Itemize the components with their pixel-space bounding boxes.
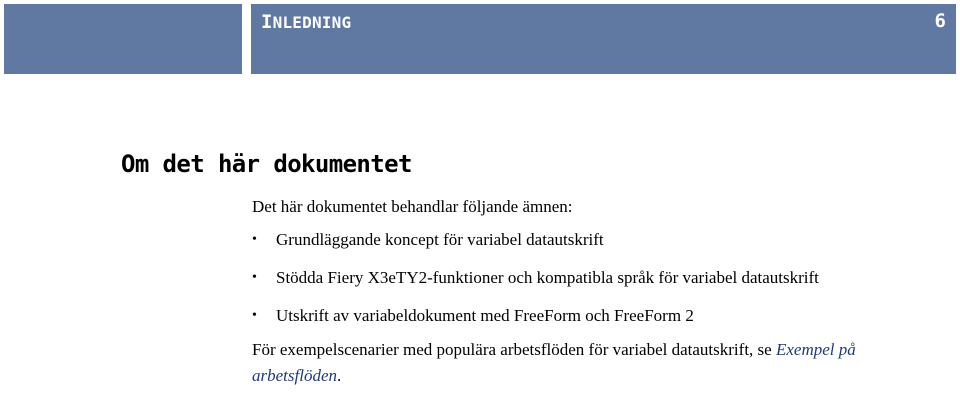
bullet-icon: • bbox=[252, 270, 257, 285]
list-item-text: Grundläggande koncept för variabel datautskrift bbox=[276, 230, 604, 249]
closing-paragraph bbox=[252, 337, 932, 389]
closing-text: För exempelscenarier med populära arbetsflöden för variabel datautskrift, se bbox=[252, 340, 776, 359]
bullet-icon: • bbox=[252, 308, 257, 323]
list-item bbox=[252, 228, 932, 252]
page-number: 6 bbox=[934, 10, 946, 32]
closing-period: . bbox=[337, 366, 342, 385]
intro-paragraph: Det här dokumentet behandlar följande ämnen: bbox=[252, 197, 573, 216]
topic-list bbox=[252, 228, 932, 328]
section-heading: Om det här dokumentet bbox=[121, 150, 412, 178]
list-item bbox=[252, 266, 932, 290]
list-item-text: Stödda Fiery X3eTY2-funktioner och kompatibla språk för variabel datautskrift bbox=[276, 268, 819, 287]
chapter-title-initial: I bbox=[261, 11, 273, 33]
header-bar-left bbox=[4, 4, 242, 74]
list-item-text: Utskrift av variabeldokument med FreeForm och FreeForm 2 bbox=[276, 306, 694, 325]
list-item bbox=[252, 304, 932, 328]
bullet-icon: • bbox=[252, 232, 257, 247]
section-body bbox=[252, 195, 932, 389]
header-bar-right bbox=[251, 4, 956, 74]
chapter-title-rest: NLEDNING bbox=[272, 13, 352, 32]
chapter-title bbox=[261, 11, 351, 33]
workflow-examples-link[interactable]: Exempel på arbetsflöden bbox=[252, 340, 856, 385]
